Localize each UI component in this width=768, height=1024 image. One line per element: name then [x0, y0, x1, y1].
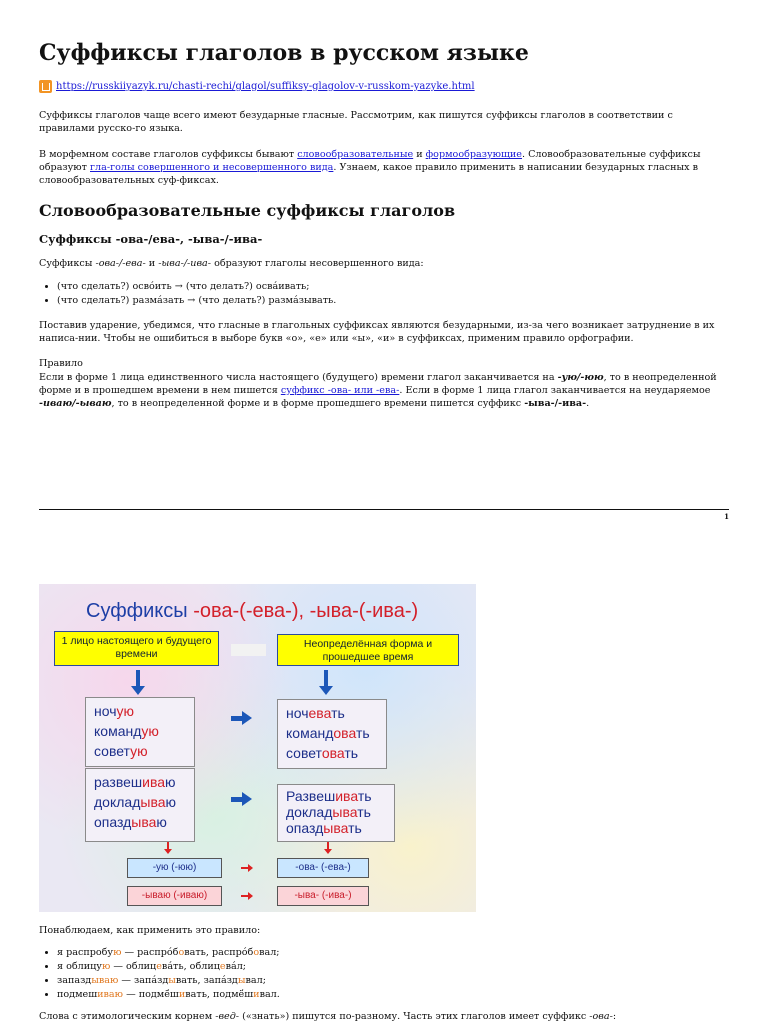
word-row: Развешивать — [286, 788, 372, 804]
link-vid-glagola[interactable]: гла-голы совершенного и несовершенного вида — [90, 161, 334, 173]
small-arrow-down-icon — [167, 842, 169, 850]
word-row: ночую — [94, 703, 135, 719]
list-item: • я распробую — распро́бовать, распро́бовал; — [57, 946, 280, 960]
suffix-diagram — [39, 584, 476, 912]
rule-label: Правило — [39, 358, 83, 369]
source-line — [39, 80, 475, 93]
right-header: Неопределённая форма и прошедшее время — [277, 634, 459, 666]
list-item: • я облицую — облицева́ть, облицева́л; — [57, 960, 280, 974]
right-bottom-box — [277, 784, 395, 842]
small-arrow-down-icon — [327, 842, 329, 850]
intro-paragraph-2: В морфемном составе глаголов суффиксы бывают словообразовательные и формообразующие. Словообразовательные суффиксы образуют гла-голы совершенного и несовершенного вида. Узнаем, какое правило применить в написании безударных гласных в словообразовательных суф-фиксах. — [39, 149, 701, 186]
link-slovoobrazovatelnye[interactable]: словообразовательные — [297, 149, 414, 160]
arrow-down-icon — [136, 670, 140, 688]
source-link[interactable]: https://russkiiyazyk.ru/chasti-rechi/glagol/suffiksy-glagolov-v-russkom-yazyke.html — [56, 81, 475, 92]
tag-ova: -ова- (-ева-) — [277, 858, 369, 878]
page-divider — [39, 509, 729, 510]
stress-paragraph: Поставив ударение, убедимся, что гласные в глагольных суффиксах являются безударными, из-за чего возникает затруднение в их написа-нии. Чтобы не ошибиться в выборе букв «о», «е» или «ы», «и» в суффиксах, применим правило орфографии. — [39, 320, 715, 344]
subheading: Суффиксы -ова-/ева-, -ыва-/-ива- — [39, 232, 263, 246]
word-row: докладываю — [94, 794, 177, 810]
word-row: командовать — [286, 725, 370, 741]
word-row: советую — [94, 743, 148, 759]
word-row: докладывать — [286, 804, 371, 820]
word-row: советовать — [286, 745, 359, 761]
left-bottom-box — [85, 768, 195, 842]
suffix-paragraph: Суффиксы -ова-/-ева- и -ыва-/-ива- образуют глаголы несовершенного вида: — [39, 258, 424, 269]
section-heading: Словообразовательные суффиксы глаголов — [39, 201, 456, 220]
tag-uyu: -ую (-юю) — [127, 858, 222, 878]
word-row: ночевать — [286, 705, 345, 721]
list-item: • запаздываю — запа́здывать, запа́здывал; — [57, 974, 280, 988]
word-row: опаздывать — [286, 820, 362, 836]
arrow-down-icon — [324, 670, 328, 688]
link-suffix-ova[interactable]: суффикс -ова- или -ева- — [280, 384, 400, 396]
list-item: • подмешиваю — подмё́шивать, подмё́шивал. — [57, 988, 280, 1002]
last-paragraph: Слова с этимологическим корнем -вед- («знать») пишутся по-разному. Часть этих глаголов имеет суффикс -ова-: — [39, 1011, 617, 1022]
applied-list — [57, 946, 280, 1002]
divider-bar — [231, 644, 266, 656]
examples-list — [57, 280, 336, 308]
tag-yva: -ыва- (-ива-) — [277, 886, 369, 906]
left-header: 1 лицо настоящего и будущего времени — [54, 631, 219, 666]
small-arrow-right-icon — [241, 895, 249, 897]
word-row: развешиваю — [94, 774, 176, 790]
small-arrow-right-icon — [241, 867, 249, 869]
intro-paragraph-1: Суффиксы глаголов чаще всего имеют безударные гласные. Рассмотрим, как пишутся суффиксы глаголов в соответствии с правилами русско-го языка. — [39, 110, 673, 134]
list-item: • (что сделать?) разма́зать → (что делать?) разма́зывать. — [57, 294, 336, 308]
observe-paragraph: Понаблюдаем, как применить это правило: — [39, 925, 261, 936]
arrow-right-icon — [231, 797, 243, 802]
right-top-box — [277, 699, 387, 769]
page-title: Суффиксы глаголов в русском языке — [39, 40, 529, 66]
list-item: • (что сделать?) осво́ить → (что делать?) осва́ивать; — [57, 280, 336, 294]
bookmark-icon — [39, 80, 52, 93]
rule-paragraph: Если в форме 1 лица единственного числа настоящего (будущего) времени глагол заканчивается на -ую/-юю, то в неопределенной форме и в прошедшем времени в нем пишется суффикс -ова- или -ева-. Если в форме 1 лица глагол заканчивается на неударяемое -иваю/-ываю, то в неопределенной форме и в форме прошедшего времени пишется суффикс -ыва-/-ива-. — [39, 372, 717, 409]
link-formoobrazuyushchie[interactable]: формообразующие — [425, 149, 522, 160]
page-number: 1 — [724, 512, 729, 521]
word-row: командую — [94, 723, 159, 739]
tag-yvayu: -ываю (-иваю) — [127, 886, 222, 906]
word-row: опаздываю — [94, 814, 167, 830]
left-top-box — [85, 697, 195, 767]
diagram-title: Суффиксы -ова-(-ева-), -ыва-(-ива-) — [86, 600, 419, 622]
arrow-right-icon — [231, 716, 243, 721]
